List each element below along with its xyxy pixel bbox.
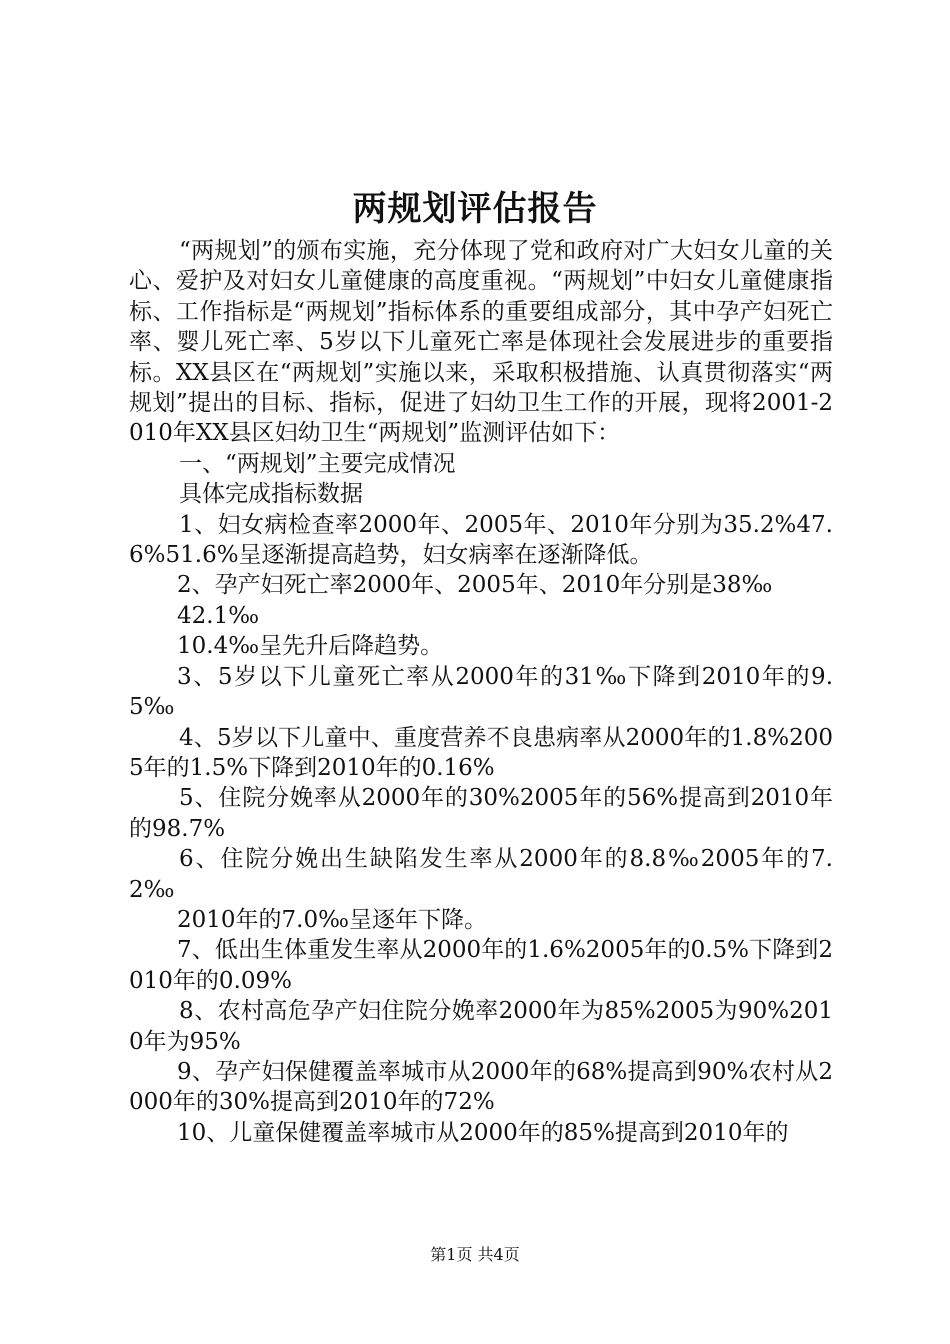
list-item: 3、5岁以下儿童死亡率从2000年的31‰下降到2010年的9.5‰	[129, 663, 833, 721]
list-item-continuation: 10.4‰呈先升后降趋势。	[177, 633, 444, 660]
list-item: 1、妇女病检查率2000年、2005年、2010年分别为35.2%47.6%51.6%呈逐渐提高趋势，妇女病率在逐渐降低。	[129, 511, 833, 569]
list-item: 10、儿童保健覆盖率城市从2000年的85%提高到2010年的	[177, 1119, 789, 1146]
document-body	[129, 236, 833, 1148]
list-item: 7、低出生体重发生率从2000年的1.6%2005年的0.5%下降到2010年的0.09%	[129, 937, 833, 994]
list-item-continuation: 42.1‰	[177, 602, 260, 629]
list-item-continuation: 2010年的7.0‰呈逐年下降。	[177, 906, 487, 933]
section-heading: 一、“两规划”主要完成情况	[179, 450, 456, 477]
list-item: 9、孕产妇保健覆盖率城市从2000年的68%提高到90%农村从2000年的30%提高到2010年的72%	[129, 1058, 833, 1116]
list-item: 2、孕产妇死亡率2000年、2005年、2010年分别是38‰	[177, 572, 773, 599]
list-item: 8、农村高危孕产妇住院分娩率2000年为85%2005为90%2010年为95%	[129, 998, 833, 1055]
paragraph-intro: “两规划”的颁布实施，充分体现了党和政府对广大妇女儿童的关心、爱护及对妇女儿童健康的高度重视。“两规划”中妇女儿童健康指标、工作指标是“两规划”指标体系的重要组成部分，其中孕产妇死亡率、婴儿死亡率、5岁以下儿童死亡率是体现社会发展进步的重要指标。XX县区在“两规划”实施以来，采取积极措施、认真贯彻落实“两规划”提出的目标、指标，促进了妇幼卫生工作的开展，现将2001-2010年XX县区妇幼卫生“两规划”监测评估如下：	[129, 238, 833, 447]
page-number: 第1页 共4页	[430, 1245, 520, 1264]
list-item: 6、住院分娩出生缺陷发生率从2000年的8.8‰2005年的7.2‰	[129, 846, 833, 903]
subsection-heading: 具体完成指标数据	[179, 481, 363, 508]
document-title: 两规划评估报告	[352, 189, 598, 229]
list-item: 4、5岁以下儿童中、重度营养不良患病率从2000年的1.8%2005年的1.5%下降到2010年的0.16%	[129, 724, 833, 781]
list-item: 5、住院分娩率从2000年的30%2005年的56%提高到2010年的98.7%	[129, 785, 833, 842]
